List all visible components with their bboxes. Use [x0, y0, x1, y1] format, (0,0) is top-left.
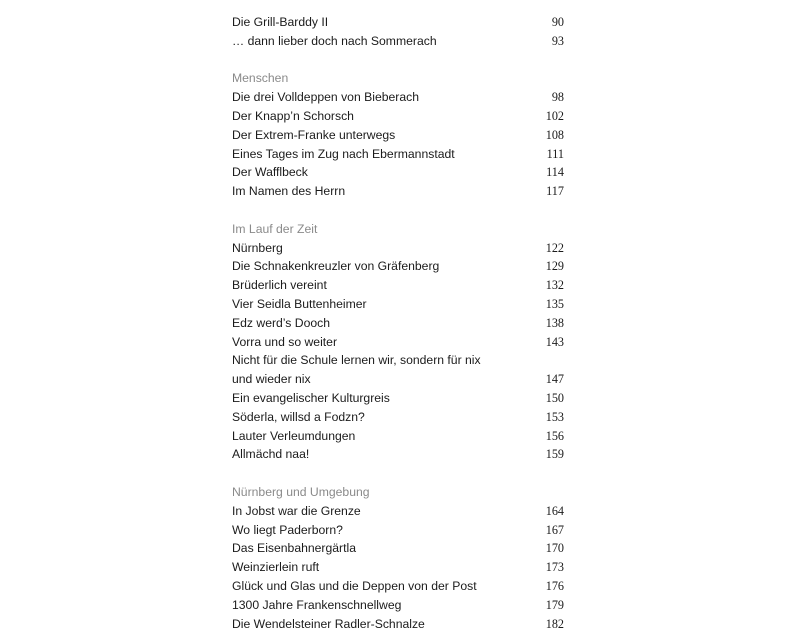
entry-title: Die Wendelsteiner Radler-Schnalze [232, 615, 425, 633]
entry-title: Allmächd naa! [232, 445, 309, 464]
toc-entry[interactable] [232, 408, 564, 427]
page-number: 159 [546, 445, 564, 464]
page-number: 179 [546, 596, 564, 615]
entry-title: 1300 Jahre Frankenschnellweg [232, 596, 401, 615]
entry-title: Vier Seidla Buttenheimer [232, 295, 367, 314]
page-number: 147 [546, 370, 564, 389]
entry-title: Vorra und so weiter [232, 333, 337, 352]
page-number: 122 [546, 239, 564, 258]
entry-title: Nürnberg [232, 239, 283, 258]
page-number: 102 [546, 107, 564, 126]
page-number: 170 [546, 539, 564, 558]
entry-title: Ein evangelischer Kulturgreis [232, 389, 390, 408]
page-number: 132 [546, 276, 564, 295]
section-heading: Im Lauf der Zeit [232, 220, 564, 239]
toc-entry[interactable] [232, 32, 564, 51]
page-number: 129 [546, 257, 564, 276]
page-number: 117 [546, 182, 564, 201]
toc-entry[interactable] [232, 239, 564, 258]
page-number: 93 [552, 32, 564, 51]
entry-title: Glück und Glas und die Deppen von der Post [232, 577, 477, 596]
page-number: 176 [546, 577, 564, 596]
entry-title: Der Extrem-Franke unterwegs [232, 126, 395, 145]
entry-title: Brüderlich vereint [232, 276, 327, 295]
toc-entry[interactable] [232, 502, 564, 521]
page-number: 138 [546, 314, 564, 333]
toc-entry[interactable] [232, 107, 564, 126]
page-number: 164 [546, 502, 564, 521]
entry-title: Edz werd’s Dooch [232, 314, 330, 333]
toc-entry[interactable] [232, 276, 564, 295]
entry-title: Im Namen des Herrn [232, 182, 345, 201]
page-number: 143 [546, 333, 564, 352]
page-number: 182 [546, 615, 564, 633]
toc-entry[interactable] [232, 314, 564, 333]
page-number: 173 [546, 558, 564, 577]
toc-entry[interactable] [232, 539, 564, 558]
toc-entry[interactable] [232, 333, 564, 352]
entry-title: Die Grill-Barddy II [232, 13, 328, 32]
toc-entry[interactable] [232, 427, 564, 446]
toc-entry[interactable] [232, 558, 564, 577]
page-number: 150 [546, 389, 564, 408]
toc-entry[interactable] [232, 577, 564, 596]
entry-title: Die Schnakenkreuzler von Gräfenberg [232, 257, 439, 276]
entry-title: Weinzierlein ruft [232, 558, 319, 577]
page-number: 111 [547, 145, 564, 164]
entry-title: Der Wafflbeck [232, 163, 308, 182]
toc-section [232, 51, 564, 201]
section-spacer [232, 464, 564, 483]
section-spacer [232, 201, 564, 220]
entry-title: Eines Tages im Zug nach Ebermannstadt [232, 145, 455, 164]
entry-title: und wieder nix [232, 370, 311, 389]
toc-entry[interactable] [232, 163, 564, 182]
entry-title: Söderla, willsd a Fodzn? [232, 408, 365, 427]
toc-section [232, 201, 564, 464]
page-number: 90 [552, 13, 564, 32]
toc-entry[interactable] [232, 182, 564, 201]
entry-title: Die drei Volldeppen von Bieberach [232, 88, 419, 107]
toc-section [232, 464, 564, 633]
entry-title: Wo liegt Paderborn? [232, 521, 343, 540]
section-spacer [232, 51, 564, 70]
toc-section [232, 13, 564, 51]
page-number: 153 [546, 408, 564, 427]
page-number: 156 [546, 427, 564, 446]
section-heading: Nürnberg und Umgebung [232, 483, 564, 502]
toc-entry[interactable] [232, 88, 564, 107]
page-number: 167 [546, 521, 564, 540]
toc-entry[interactable] [232, 370, 564, 389]
toc-entry[interactable] [232, 445, 564, 464]
section-heading: Menschen [232, 69, 564, 88]
table-of-contents [232, 13, 564, 633]
page-number: 98 [552, 88, 564, 107]
entry-title: Der Knapp’n Schorsch [232, 107, 354, 126]
toc-entry[interactable] [232, 596, 564, 615]
toc-entry[interactable] [232, 521, 564, 540]
entry-title: In Jobst war die Grenze [232, 502, 361, 521]
page-number: 135 [546, 295, 564, 314]
toc-entry[interactable] [232, 295, 564, 314]
toc-entry[interactable] [232, 615, 564, 633]
page-number: 114 [546, 163, 564, 182]
entry-title: Das Eisenbahnergärtla [232, 539, 356, 558]
toc-entry[interactable] [232, 257, 564, 276]
entry-title: Nicht für die Schule lernen wir, sondern für nix [232, 351, 481, 370]
toc-entry[interactable] [232, 389, 564, 408]
page-number: 108 [546, 126, 564, 145]
toc-entry[interactable] [232, 126, 564, 145]
toc-entry[interactable] [232, 13, 564, 32]
entry-title: … dann lieber doch nach Sommerach [232, 32, 437, 51]
toc-entry[interactable] [232, 145, 564, 164]
toc-entry[interactable] [232, 351, 564, 370]
entry-title: Lauter Verleumdungen [232, 427, 355, 446]
